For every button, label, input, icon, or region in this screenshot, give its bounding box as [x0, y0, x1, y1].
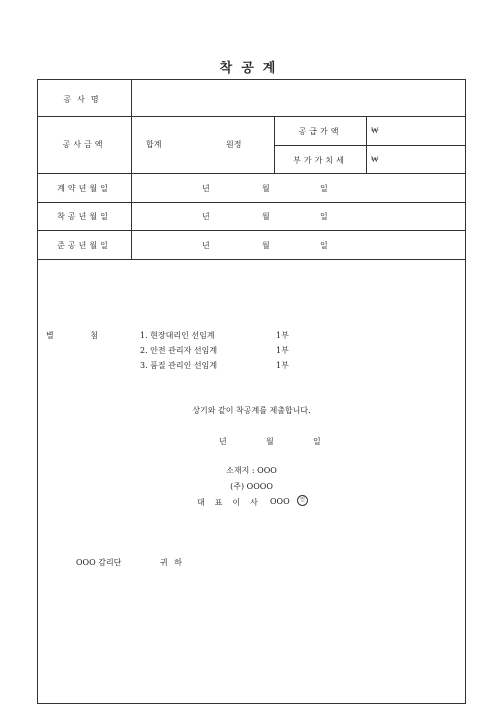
start-year: 년	[202, 212, 210, 221]
vat-value[interactable]: ₩	[371, 155, 379, 164]
submission-day: 일	[313, 437, 321, 446]
contract-month: 월	[262, 184, 270, 193]
start-month: 월	[262, 212, 270, 221]
row-divider	[37, 173, 466, 174]
row-divider	[37, 230, 466, 231]
submitter-address: 소재지 : OOO	[226, 466, 277, 475]
completion-day: 일	[320, 241, 328, 250]
supply-price-label: 공급가액	[298, 127, 342, 136]
completion-month: 월	[262, 241, 270, 250]
total-label: 합계	[146, 140, 162, 149]
row-divider	[274, 145, 466, 146]
total-unit: 원정	[226, 140, 242, 149]
recipient-name: OOO 감리단	[76, 558, 122, 567]
submission-month: 월	[266, 437, 274, 446]
contract-date-label: 계약년월일	[57, 184, 111, 193]
submitter-company: (주) OOOO	[230, 482, 273, 491]
project-amount-label: 공사금액	[62, 140, 106, 149]
attachments-label: 별 첨	[46, 331, 98, 340]
contract-year: 년	[202, 184, 210, 193]
start-day: 일	[320, 212, 328, 221]
attachment-item: 2. 안전 관리자 선임계	[140, 346, 218, 355]
column-divider	[366, 116, 367, 173]
supply-price-value[interactable]: ₩	[371, 126, 379, 135]
attachment-item: 3. 품질 관리인 선임계	[140, 361, 218, 370]
submission-year: 년	[219, 437, 227, 446]
contract-day: 일	[320, 184, 328, 193]
row-divider	[37, 259, 466, 260]
attachment-count: 1부	[276, 361, 289, 370]
column-divider	[131, 79, 132, 259]
project-name-label: 공사명	[63, 95, 105, 104]
document-title: 착공계	[219, 61, 285, 76]
submission-statement: 상기와 같이 착공계를 제출합니다.	[192, 406, 311, 415]
row-divider	[37, 116, 466, 117]
completion-year: 년	[202, 241, 210, 250]
attachment-count: 1부	[276, 346, 289, 355]
attachment-item: 1. 현장대리인 선임계	[140, 331, 215, 340]
attachment-count: 1부	[276, 331, 289, 340]
seal-icon: 인	[297, 495, 308, 506]
completion-date-label: 준공년월일	[57, 241, 111, 250]
ceo-name: OOO	[270, 497, 290, 506]
start-date-label: 착공년월일	[57, 212, 111, 221]
row-divider	[37, 202, 466, 203]
recipient-honorific: 귀 하	[160, 558, 184, 567]
seal-mark	[293, 495, 308, 506]
ceo-label: 대표이사	[197, 498, 268, 507]
vat-label: 부가가치세	[293, 156, 347, 165]
